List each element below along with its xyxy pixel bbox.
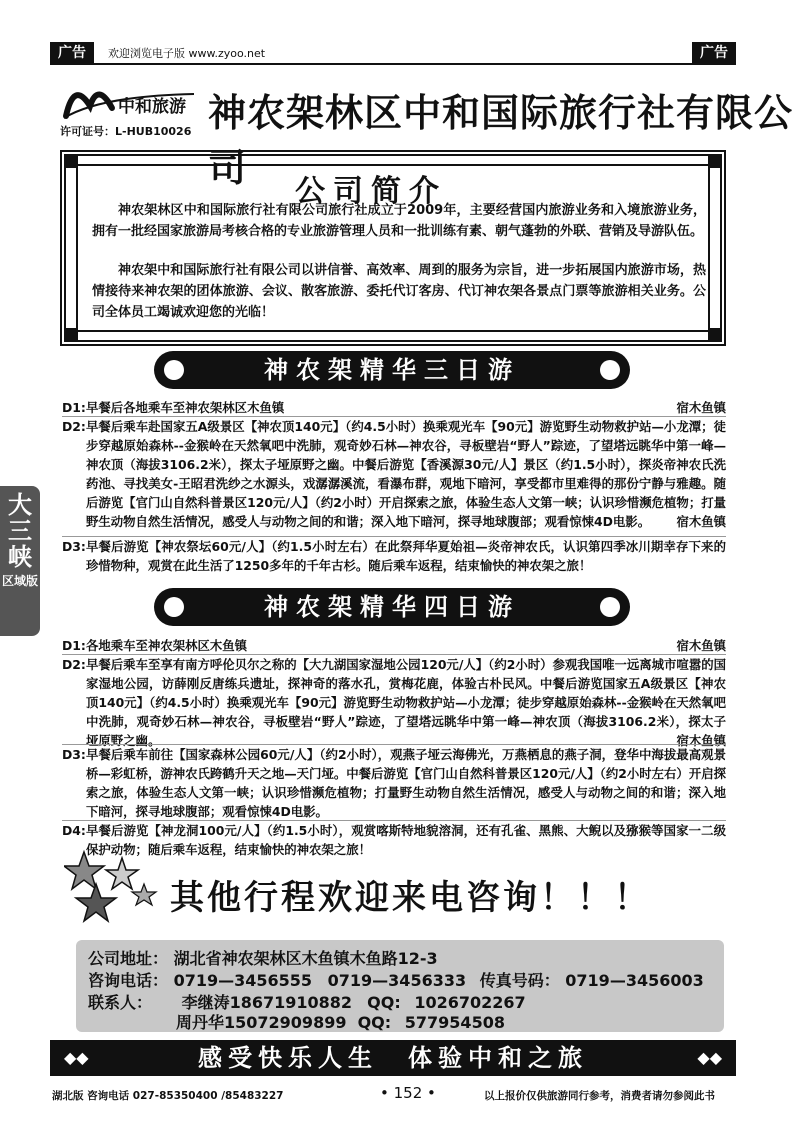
day-label: D3: <box>62 539 86 554</box>
region-side-tab <box>0 486 40 636</box>
day-text: 早餐后乘车前往【国家森林公园60元/人】（约2小时），观燕子垭云海佛光，万燕栖息的燕子洞，登华中海拔最高观景桥—彩虹桥，游神农氏跨鹤升天之地—天门垭。中餐后游览【官门山自然科普景区120元/人】（约2小时左右）开启探索之旅，体验生态人文第一峡；认识珍惜濒危植物；打量野生动物自然生活情况，感受人与动物之间的和谐；深入地下暗河，探寻地球腹部；观看惊悚4D电影。 <box>86 747 726 819</box>
license-number: 许可证号：L-HUB10026 <box>60 125 192 138</box>
day-text: 各地乘车至神农架林区木鱼镇 <box>86 638 248 653</box>
stay-label: 宿木鱼镇 <box>676 400 726 415</box>
frame-corner <box>708 328 722 342</box>
intro-title: 公司简介 <box>295 174 447 209</box>
header-divider <box>50 63 736 65</box>
page-number: • 152 • <box>380 1084 436 1102</box>
day-text: 早餐后乘车至享有南方呼伦贝尔之称的【大九湖国家湿地公园120元/人】（约2小时）参观我国唯一远离城市喧嚣的国家湿地公园，访薛刚反唐练兵遗址，探神奇的落水孔，赏梅花鹿，体验古朴民风。中餐后游览国家五A级景区【神农顶140元】（约4.5小时）换乘观光车【90元】游览野生动物救护站—小龙潭；徒步穿越原始森林--金猴岭在天然氧吧中洗肺，观奇妙石林—神农谷，寻板壁岩“野人”踪迹，了望塔远眺华中第一峰—神农顶（海拔3106.2米），探太子垭原野之幽。 <box>86 657 726 748</box>
day-label: D2: <box>62 419 86 434</box>
qq-value: 1026702267 <box>414 993 526 1012</box>
qq-label: QQ: <box>357 1013 392 1032</box>
logo-text: 中和旅游 <box>118 97 186 117</box>
day-label: D1: <box>62 638 86 653</box>
fax-value: 0719—3456003 <box>565 971 704 990</box>
day-text: 早餐后乘车赴国家五A级景区【神农顶140元】（约4.5小时）换乘观光车【90元】游览野生动物救护站—小龙潭；徒步穿越原始森林--金猴岭在天然氧吧中洗肺，观奇妙石林—神农谷，寻板壁岩“野人”踪迹，了望塔远眺华中第一峰—神农顶（海拔3106.2米），探太子垭原野之幽。中餐后游览【香溪源30元/人】景区（约1.5小时），探炎帝神农氏洗药池、寻找美女-王昭君洗纱之水源头，戏潺潺溪流，看瀑布群，观地下暗河，享受都市里难得的那份宁静与雅趣。随后游览【官门山自然科普景区120元/人】（约2小时）开启探索之旅，体验生态人文第一峡；认识珍惜濒危植物；打量野生动物自然生活情况，感受人与动物之间的和谐；深入地下暗河，探寻地球腹部；观看惊悚4D电影。 <box>86 419 726 529</box>
contact-person: 李继涛18671910882 <box>181 993 353 1012</box>
tour3-banner: 神农架精华三日游 <box>154 351 630 389</box>
motto-bar <box>50 1040 736 1076</box>
diamond-icon: ◆◆ <box>64 1048 89 1067</box>
qq-label: QQ: <box>367 993 401 1012</box>
footer-disclaimer: 以上报价仅供旅游同行参考，消费者请勿参阅此书 <box>484 1090 715 1102</box>
day-text: 早餐后各地乘车至神农架林区木鱼镇 <box>86 400 285 415</box>
star-icon <box>106 858 138 889</box>
diamond-icon: ◆◆ <box>697 1048 722 1067</box>
contact-person: 周丹华15072909899 <box>176 1013 347 1032</box>
contacts-label: 联系人： <box>88 993 153 1012</box>
side-tab-subtitle: 区域版 <box>1 574 38 588</box>
address-row <box>88 946 438 969</box>
day-label: D4: <box>62 823 86 838</box>
itinerary-day <box>62 417 726 531</box>
address-label: 公司地址： <box>88 949 169 968</box>
phone-value: 0719—3456333 <box>327 971 467 990</box>
phone-value: 0719—3456555 <box>173 971 313 990</box>
logo-swoosh-icon <box>60 76 200 122</box>
contact-person-row <box>88 1010 505 1033</box>
footer-edition-contact: 湖北版 咨询电话 027-85350400 /85483227 <box>52 1090 284 1102</box>
other-routes-slogan: 其他行程欢迎来电咨询！！！ <box>170 878 651 918</box>
qq-value: 577954508 <box>404 1013 505 1032</box>
star-icon <box>64 852 104 889</box>
frame-corner <box>708 154 722 168</box>
ad-tag-left: 广告 <box>50 42 94 64</box>
intro-paragraph: 神农架中和国际旅行社有限公司以讲信誉、高效率、周到的服务为宗旨，进一步拓展国内旅游市场，热情接待来神农架的团体旅游、会议、散客旅游、委托代订客房、代订神农架各景点门票等旅游相关业务。公司全体员工竭诚欢迎您的光临！ <box>92 263 706 320</box>
stay-label: 宿木鱼镇 <box>676 514 726 529</box>
phone-row <box>88 968 704 991</box>
star-icon <box>76 884 116 921</box>
tour4-banner: 神农架精华四日游 <box>154 588 630 626</box>
day-label: D1: <box>62 400 86 415</box>
fax-label: 传真号码： <box>479 971 560 990</box>
phone-label: 咨询电话： <box>88 971 169 990</box>
day-label: D2: <box>62 657 86 672</box>
itinerary-day <box>62 745 726 821</box>
day-text: 早餐后游览【神龙洞100元/人】（约1.5小时），观赏喀斯特地貌溶洞，还有孔雀、黑熊、大鲵以及猕猴等国家一二级保护动物；随后乘车返程，结束愉快的神农架之旅！ <box>86 823 726 857</box>
stay-label: 宿木鱼镇 <box>676 733 726 748</box>
company-name: 神农架林区中和国际旅行社有限公司 <box>208 91 794 190</box>
contact-box <box>76 940 724 1032</box>
address-value: 湖北省神农架林区木鱼镇木鱼路12-3 <box>173 949 438 968</box>
side-tab-title: 大三峡 <box>8 490 32 571</box>
star-icon <box>132 884 156 905</box>
itinerary-day <box>62 821 726 859</box>
itinerary-day <box>62 655 726 750</box>
intro-paragraph: 神农架林区中和国际旅行社有限公司旅行社成立于2009年，主要经营国内旅游业务和入境旅游业务，拥有一批经国家旅游局考核合格的专业旅游管理人员和一批训练有素、朝气蓬勃的外联、营销及导游队伍。 <box>92 203 706 239</box>
frame-corner <box>64 154 78 168</box>
website-text: 欢迎浏览电子版 www.zyoo.net <box>108 47 266 60</box>
frame-corner <box>64 328 78 342</box>
day-text: 早餐后游览【神农祭坛60元/人】（约1.5小时左右）在此祭拜华夏始祖—炎帝神农氏，认识第四季冰川期幸存下来的珍惜物种，观赏在此生活了1250多年的千年古杉。随后乘车返程，结束愉快的神农架之旅！ <box>86 539 726 573</box>
itinerary-day <box>62 636 726 655</box>
stay-label: 宿木鱼镇 <box>676 638 726 653</box>
itinerary-day <box>62 398 726 417</box>
ad-tag-right: 广告 <box>692 42 736 64</box>
company-logo <box>60 76 200 122</box>
motto-text: 感受快乐人生 体验中和之旅 <box>198 1043 588 1072</box>
stars-decoration <box>64 848 160 928</box>
itinerary-day <box>62 537 726 575</box>
day-label: D3: <box>62 747 86 762</box>
